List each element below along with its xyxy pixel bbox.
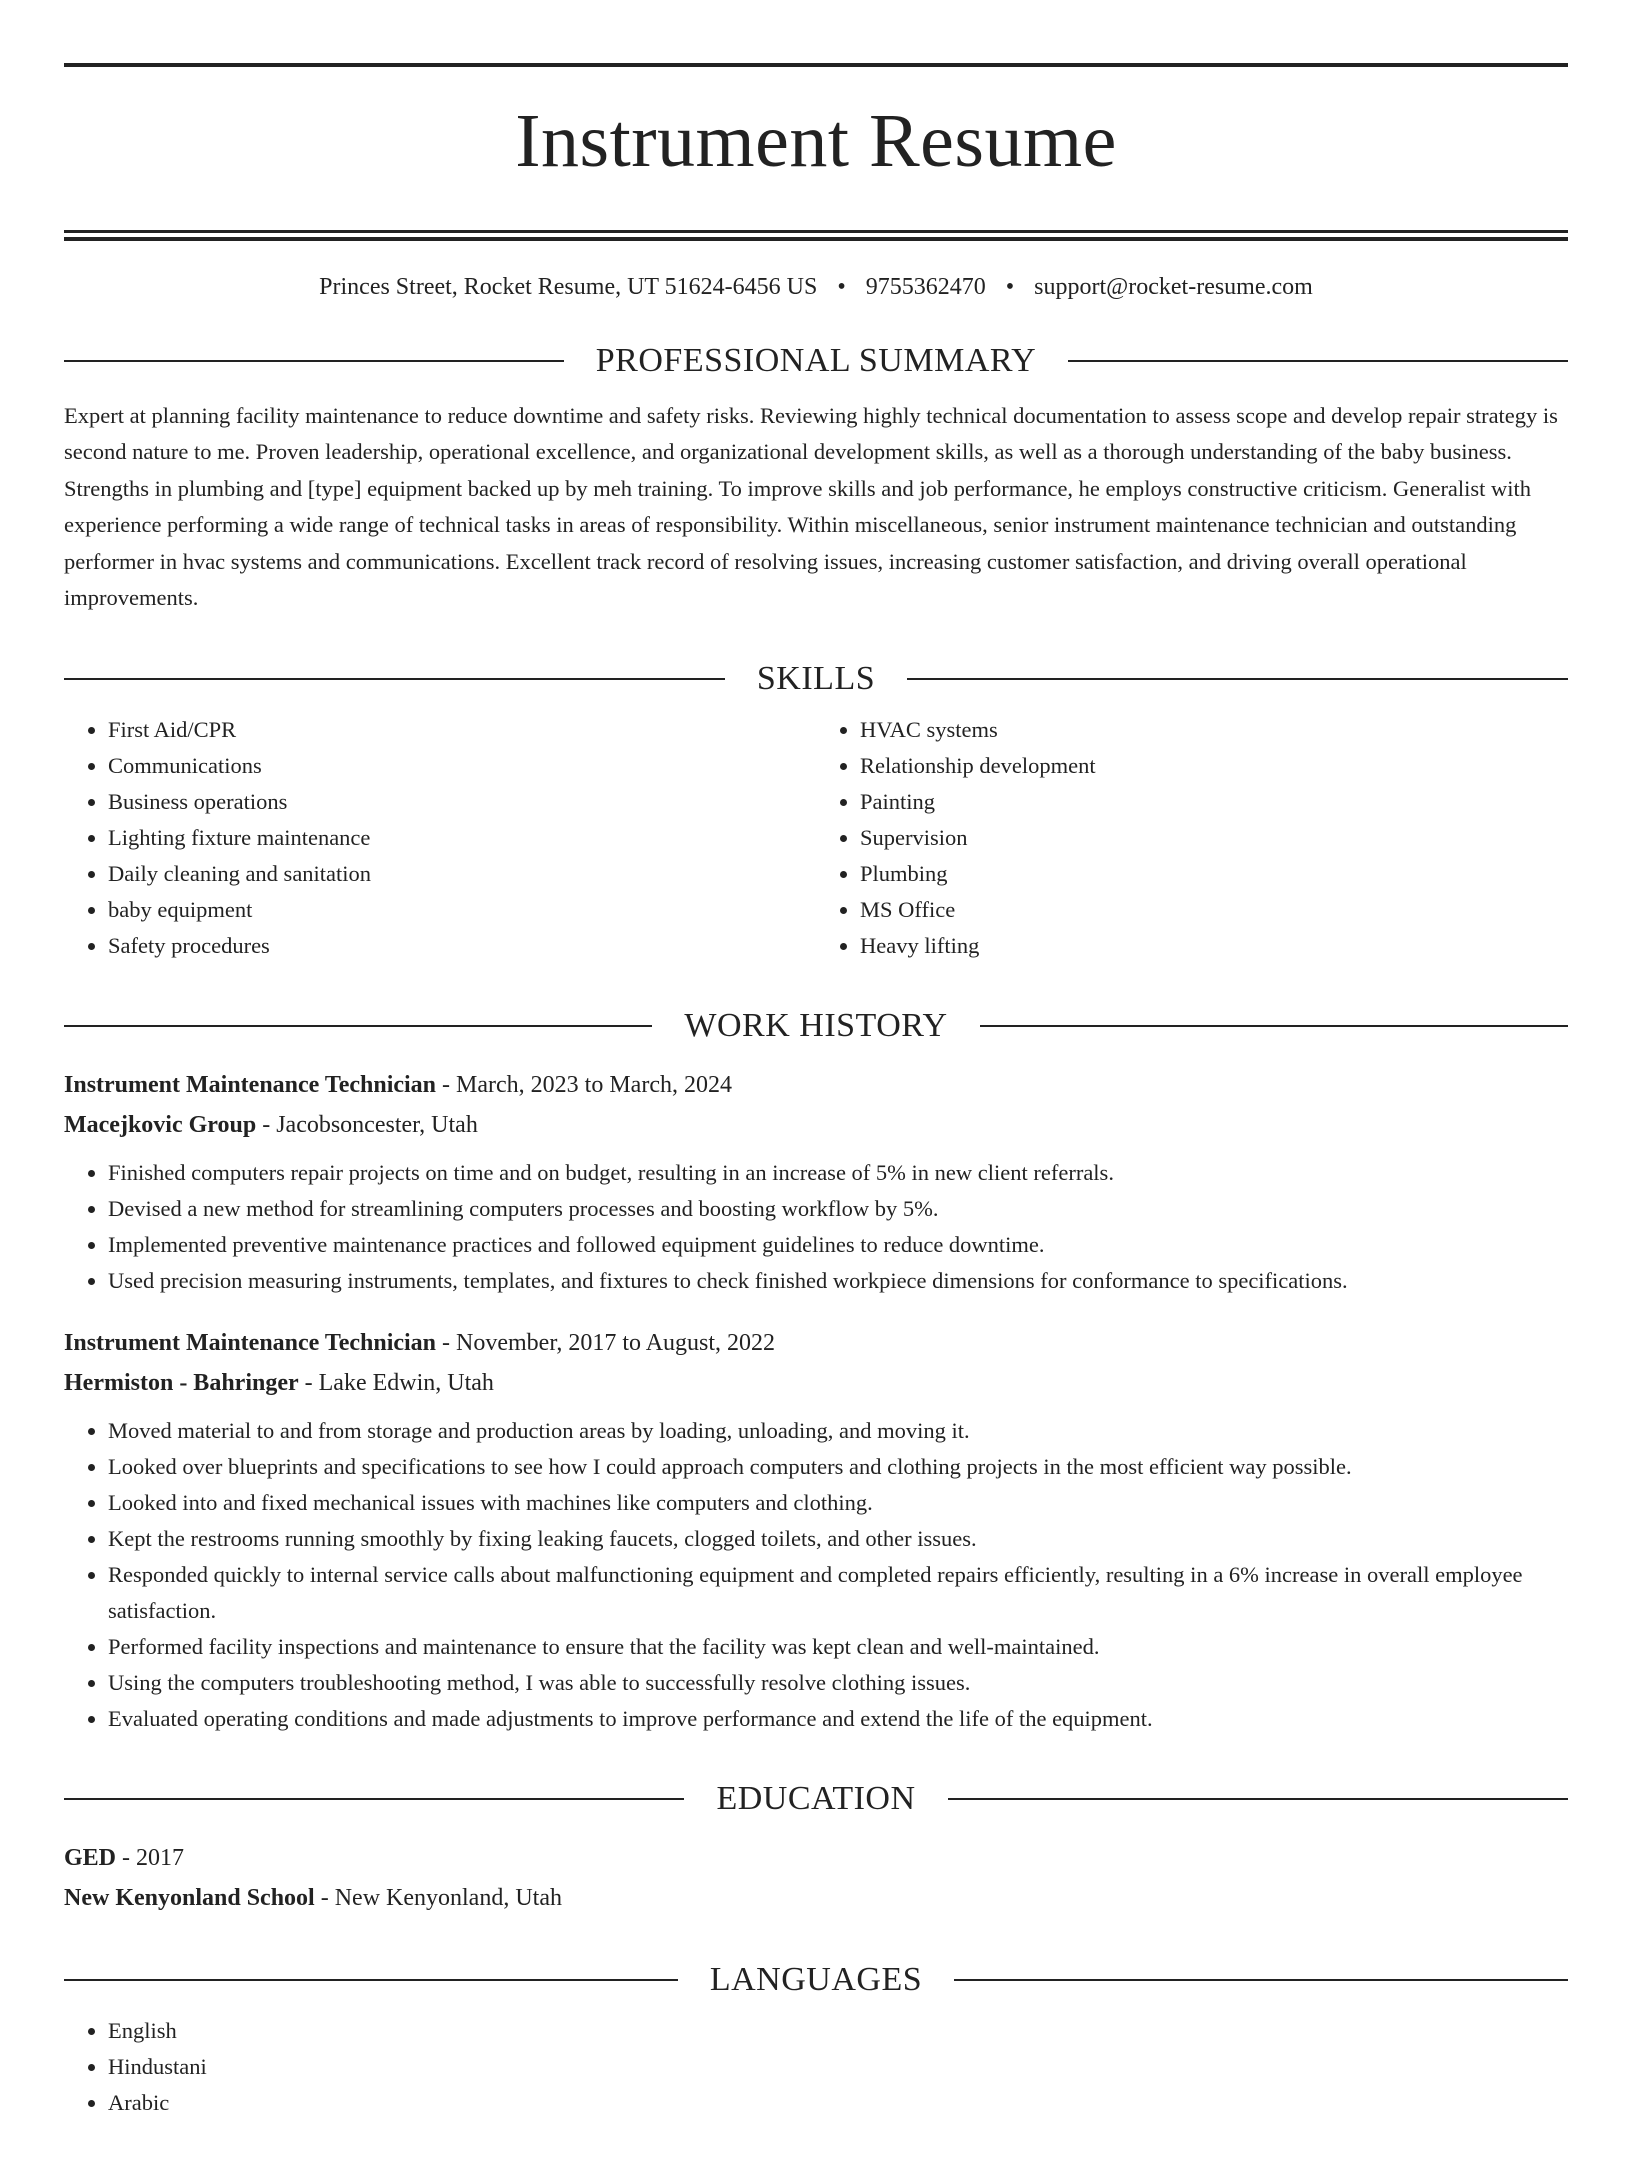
- language-item: • English: [108, 2013, 1568, 2049]
- heading-rule-right: [980, 1025, 1568, 1027]
- heading-rule-left: [64, 1025, 652, 1027]
- resume-page: [0, 63, 1632, 2175]
- language-item: • Hindustani: [108, 2049, 1568, 2085]
- education-entry: [64, 1838, 1568, 1918]
- job-bullet: • Looked over blueprints and specifications to see how I could approach computers and clothing projects in the most efficient way possible.: [108, 1449, 1568, 1485]
- job-bullet: • Responded quickly to internal service calls about malfunctioning equipment and completed repairs efficiently, resulting in a 6% increase in overall employee satisfaction.: [108, 1557, 1568, 1629]
- title-double-rule: [64, 230, 1568, 241]
- languages-list: [64, 2013, 1568, 2121]
- heading-rule-right: [954, 1979, 1568, 1981]
- skills-list: [64, 712, 1568, 964]
- skill-item: • Business operations: [108, 784, 816, 820]
- job-title: Instrument Maintenance Technician: [64, 1329, 437, 1356]
- heading-rule-left: [64, 1798, 684, 1800]
- skill-item: • Safety procedures: [108, 928, 816, 964]
- job-title-line: [64, 1323, 1568, 1363]
- job-bullet: • Used precision measuring instruments, templates, and fixtures to check finished workpiece dimensions for conformance to specifications.: [108, 1263, 1568, 1299]
- section-title: PROFESSIONAL SUMMARY: [595, 341, 1037, 379]
- heading-rule-right: [948, 1798, 1568, 1800]
- contact-email: support@rocket-resume.com: [1034, 273, 1313, 300]
- education-location: - New Kenyonland, Utah: [314, 1884, 562, 1911]
- language-item: • Arabic: [108, 2085, 1568, 2121]
- job-company: Hermiston - Bahringer: [64, 1369, 299, 1396]
- skill-item: • Relationship development: [860, 748, 1568, 784]
- job-bullet: • Performed facility inspections and maintenance to ensure that the facility was kept clean and well-maintained.: [108, 1629, 1568, 1665]
- job-bullets: [64, 1413, 1568, 1737]
- job-bullet: • Using the computers troubleshooting method, I was able to successfully resolve clothing issues.: [108, 1665, 1568, 1701]
- job-dates: - November, 2017 to August, 2022: [436, 1329, 776, 1356]
- job-bullet: • Kept the restrooms running smoothly by fixing leaking faucets, clogged toilets, and other issues.: [108, 1521, 1568, 1557]
- contact-phone: 9755362470: [865, 273, 986, 300]
- job-bullet: • Evaluated operating conditions and made adjustments to improve performance and extend the life of the equipment.: [108, 1701, 1568, 1737]
- skills-column-right: [816, 712, 1568, 964]
- section-heading-work-history: [64, 1006, 1568, 1044]
- job-company-line: [64, 1363, 1568, 1403]
- job-company: Macejkovic Group: [64, 1111, 257, 1138]
- skill-item: • Plumbing: [860, 856, 1568, 892]
- job-entry: [64, 1323, 1568, 1737]
- skill-item: • Painting: [860, 784, 1568, 820]
- job-title: Instrument Maintenance Technician: [64, 1071, 437, 1098]
- section-heading-education: [64, 1779, 1568, 1817]
- contact-line: [64, 275, 1568, 299]
- top-rule: [64, 63, 1568, 67]
- section-heading-skills: [64, 659, 1568, 697]
- education-degree-line: [64, 1838, 1568, 1878]
- education-school-line: [64, 1878, 1568, 1918]
- job-title-line: [64, 1065, 1568, 1105]
- skill-item: • MS Office: [860, 892, 1568, 928]
- heading-rule-left: [64, 678, 725, 680]
- summary-text: Expert at planning facility maintenance to reduce downtime and safety risks. Reviewing highly technical documentation to assess scope and develop repair strategy is second nature to me. Proven leadership, operational excellence, and organizational development skills, as well as a thorough understanding of the baby business. Strengths in plumbing and [type] equipment backed up by meh training. To improve skills and job performance, he employs constructive criticism. Generalist with experience performing a wide range of technical tasks in areas of responsibility. Within miscellaneous, senior instrument maintenance technician and outstanding performer in hvac systems and communications. Excellent track record of resolving issues, increasing customer satisfaction, and driving overall operational improvements.: [64, 402, 1558, 611]
- section-title: WORK HISTORY: [684, 1006, 948, 1044]
- education-degree: GED: [64, 1844, 117, 1871]
- skill-item: • Supervision: [860, 820, 1568, 856]
- resume-title: Instrument Resume: [515, 99, 1117, 183]
- skill-item: • baby equipment: [108, 892, 816, 928]
- skill-item: • Lighting fixture maintenance: [108, 820, 816, 856]
- job-bullet: • Moved material to and from storage and production areas by loading, unloading, and moving it.: [108, 1413, 1568, 1449]
- section-heading-languages: [64, 1960, 1568, 1998]
- section-title: SKILLS: [756, 659, 876, 697]
- heading-rule-left: [64, 1979, 678, 1981]
- skill-item: • Heavy lifting: [860, 928, 1568, 964]
- heading-rule-right: [907, 678, 1568, 680]
- skill-item: • Communications: [108, 748, 816, 784]
- job-bullet: • Devised a new method for streamlining computers processes and boosting workflow by 5%.: [108, 1191, 1568, 1227]
- skills-column-left: [64, 712, 816, 964]
- contact-separator: •: [1005, 273, 1015, 300]
- job-bullet: • Implemented preventive maintenance practices and followed equipment guidelines to reduce downtime.: [108, 1227, 1568, 1263]
- contact-address: Princes Street, Rocket Resume, UT 51624-6456 US: [319, 273, 818, 300]
- job-dates: - March, 2023 to March, 2024: [436, 1071, 732, 1098]
- section-title: LANGUAGES: [709, 1960, 923, 1998]
- job-company-line: [64, 1105, 1568, 1145]
- section-title: EDUCATION: [716, 1779, 916, 1817]
- heading-rule-left: [64, 360, 564, 362]
- education-year: - 2017: [116, 1844, 185, 1871]
- job-bullet: • Finished computers repair projects on time and on budget, resulting in an increase of 5% in new client referrals.: [108, 1155, 1568, 1191]
- heading-rule-right: [1068, 360, 1568, 362]
- skill-item: • HVAC systems: [860, 712, 1568, 748]
- contact-separator: •: [837, 273, 846, 300]
- job-location: - Lake Edwin, Utah: [298, 1369, 494, 1396]
- skill-item: • Daily cleaning and sanitation: [108, 856, 816, 892]
- job-entry: [64, 1065, 1568, 1299]
- section-heading-summary: [64, 341, 1568, 379]
- education-school: New Kenyonland School: [64, 1884, 315, 1911]
- job-bullets: [64, 1155, 1568, 1299]
- job-location: - Jacobsoncester, Utah: [256, 1111, 478, 1138]
- job-bullet: • Looked into and fixed mechanical issues with machines like computers and clothing.: [108, 1485, 1568, 1521]
- skill-item: • First Aid/CPR: [108, 712, 816, 748]
